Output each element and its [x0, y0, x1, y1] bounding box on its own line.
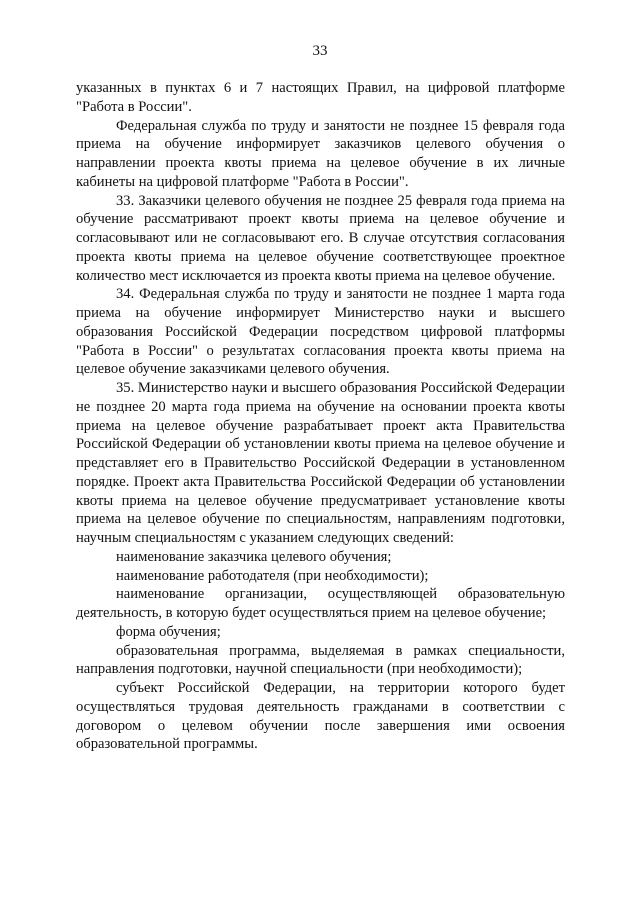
paragraph-continuation: указанных в пунктах 6 и 7 настоящих Правил, на цифровой платформе "Работа в России".	[76, 80, 565, 115]
list-item-organization-name: наименование организации, осуществляющей образовательную деятельность, в которую будет осуществляться прием на целевое обучение;	[76, 586, 565, 621]
paragraph-item-33: 33. Заказчики целевого обучения не позднее 25 февраля года приема на обучение рассматривают проект квоты приема на целевое обучение и согласовывают или не согласовывают его. В случае отсутствия согласования проекта квоты приема на целевое обучение соответствующее проектное количество мест исключается из проекта квоты приема на целевое обучение.	[76, 192, 565, 284]
paragraph-item-34: 34. Федеральная служба по труду и занятости не позднее 1 марта года приема на обучение информирует Министерство науки и высшего образования Российской Федерации посредством цифровой платформы "Работа в России" о результатах согласования проекта квоты приема на целевое обучение заказчиками целевого обучения.	[76, 286, 565, 378]
paragraph-item-35: 35. Министерство науки и высшего образования Российской Федерации не позднее 20 марта года приема на обучение на основании проекта квоты приема на целевое обучение разрабатывает проект акта Правительства Российской Федерации об установлении квоты приема на целевое обучение и представляет его в Правительство Российской Федерации в установленном порядке. Проект акта Правительства Российской Федерации об установлении квоты приема на целевое обучение предусматривает установление квоты приема на целевое обучение по специальностям, направлениям подготовки, научным специальностям с указанием следующих сведений:	[76, 380, 565, 546]
list-item-employer-name: наименование работодателя (при необходимости);	[116, 567, 429, 584]
list-item-study-form: форма обучения;	[116, 623, 221, 640]
page-number: 33	[312, 43, 328, 59]
paragraph-notification: Федеральная служба по труду и занятости не позднее 15 февраля года приема на обучение информирует заказчиков целевого обучения о направлении проекта квоты приема на целевое обучение в их личные кабинеты на цифровой платформе "Работа в России".	[76, 117, 565, 190]
list-item-federal-subject: субъект Российской Федерации, на территории которого будет осуществляться трудовая деятельность гражданами в соответствии с договором о целевом обучении после завершения ими освоения образовательной программы.	[76, 680, 565, 753]
list-item-customer-name: наименование заказчика целевого обучения;	[116, 548, 392, 565]
list-item-educational-program: образовательная программа, выделяемая в рамках специальности, направления подготовки, научной специальности (при необходимости);	[76, 642, 565, 678]
document-body	[76, 79, 565, 754]
